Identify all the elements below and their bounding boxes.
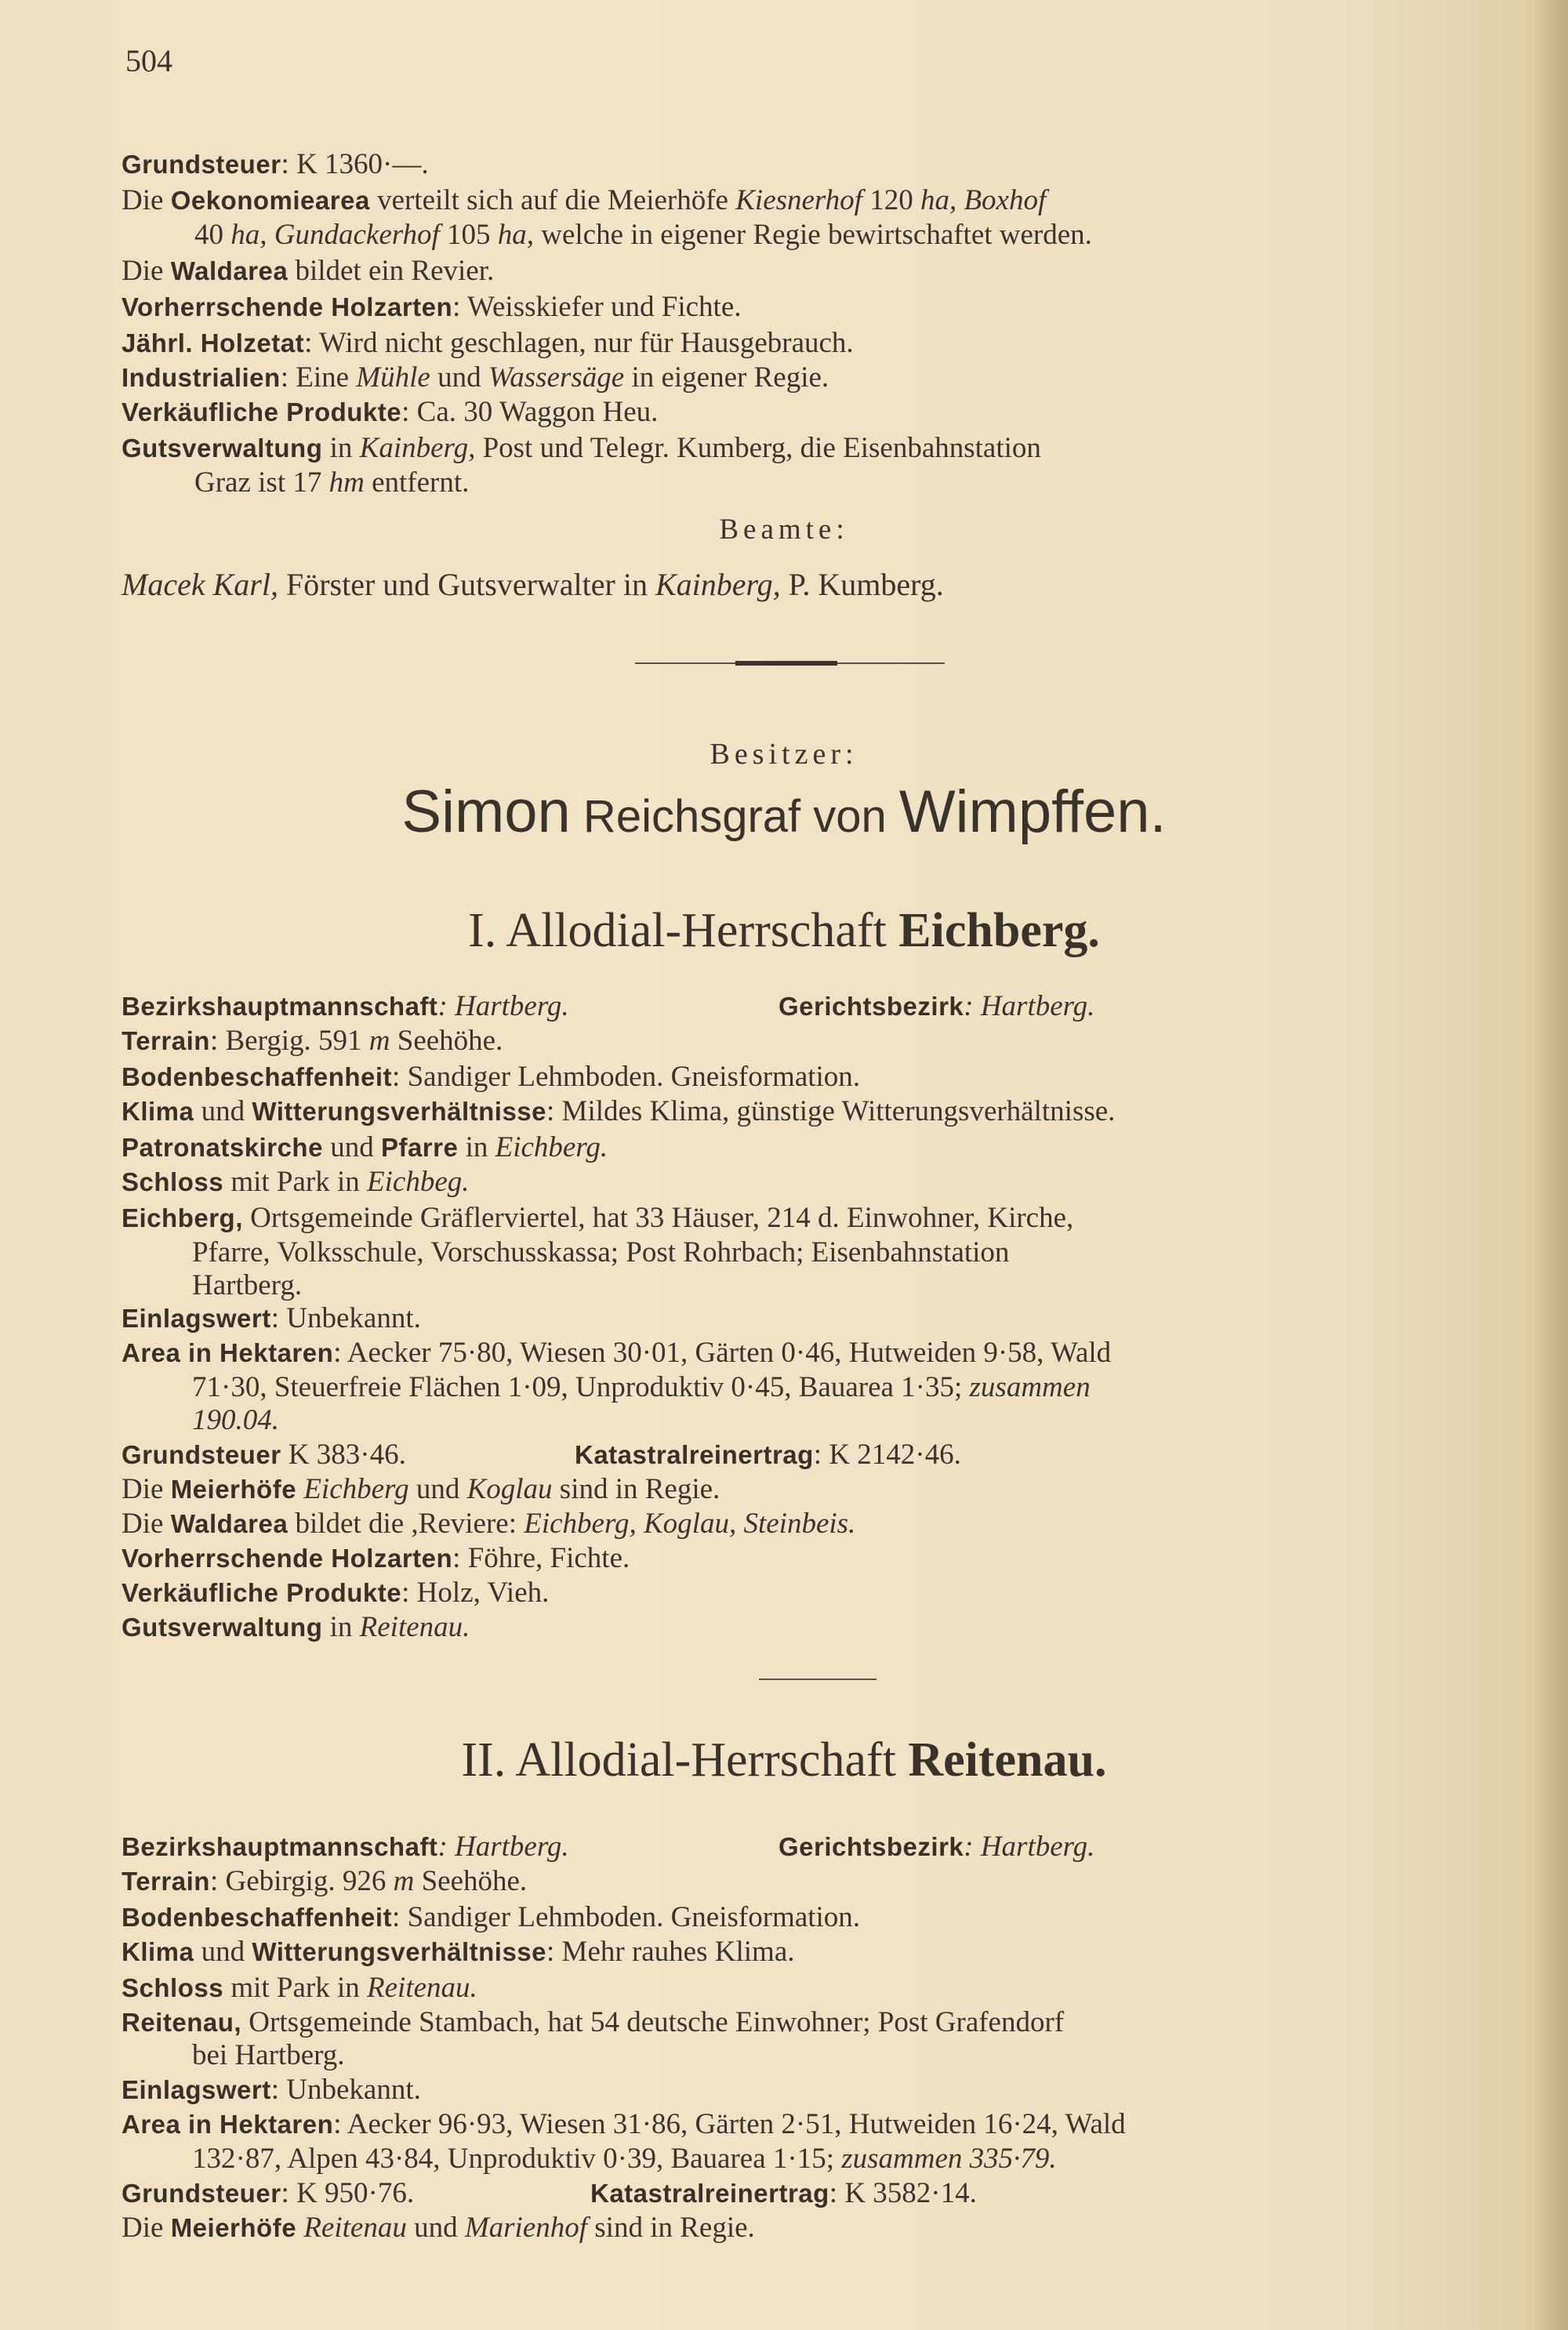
s1-meierhoefe-line: Die Meierhöfe Eichberg und Koglau sind in Regie. [122, 1473, 720, 1505]
s2-ort-cont-line: bei Hartberg. [192, 2039, 345, 2071]
grundsteuer-line: Grundsteuer: K 1360·—. [122, 148, 429, 180]
gutsverwaltung-cont-line: Graz ist 17 hm entfernt. [194, 466, 470, 499]
short-divider [759, 1679, 877, 1680]
s1-terrain-line: Terrain: Bergig. 591 m Seehöhe. [122, 1025, 503, 1057]
s1-einlags-line: Einlagswert: Unbekannt. [122, 1302, 421, 1334]
s2-ort-line: Reitenau, Ortsgemeinde Stambach, hat 54 deutsche Einwohner; Post Grafendorf [122, 2006, 1065, 2038]
page-number: 504 [125, 43, 172, 78]
s1-ort-cont2-line: Hartberg. [192, 1269, 303, 1301]
s1-produkte-line: Verkäufliche Produkte: Holz, Vieh. [122, 1577, 550, 1609]
s1-gutsverwaltung-line: Gutsverwaltung in Reitenau. [122, 1611, 470, 1643]
page-edge-shadow [1533, 0, 1568, 2330]
owner-heading: Besitzer: [710, 738, 858, 771]
s2-einlags-line: Einlagswert: Unbekannt. [122, 2074, 421, 2106]
oekonomiearea-cont-line: 40 ha, Gundackerhof 105 ha, welche in eigener Regie bewirtschaftet werden. [194, 219, 1092, 251]
gutsverwaltung-line: Gutsverwaltung in Kainberg, Post und Telegr. Kumberg, die Eisenbahnstation [122, 432, 1041, 464]
s1-klima-line: Klima und Witterungsverhältnisse: Mildes Klima, günstige Witterungsverhältnisse. [122, 1095, 1116, 1127]
s2-terrain-line: Terrain: Gebirgig. 926 m Seehöhe. [122, 1865, 528, 1897]
s1-ort-cont-line: Pfarre, Volksschule, Vorschusskassa; Post Rohrbach; Eisenbahnstation [192, 1236, 1010, 1268]
s1-boden-line: Bodenbeschaffenheit: Sandiger Lehmboden. Gneisformation. [122, 1061, 861, 1093]
s1-holzarten-line: Vorherrschende Holzarten: Föhre, Fichte. [122, 1542, 630, 1574]
holzetat-line: Jährl. Holzetat: Wird nicht geschlagen, nur für Hausgebrauch. [122, 327, 854, 359]
s1-area-total-line: 190.04. [192, 1404, 279, 1436]
s2-grundsteuer-line: Grundsteuer: K 950·76. [122, 2177, 415, 2209]
s1-area-cont-line: 71·30, Steuerfreie Flächen 1·09, Unproduktiv 0·45, Bauarea 1·35; zusammen [192, 1371, 1091, 1403]
official-line: Macek Karl, Förster und Gutsverwalter in Kainberg, P. Kumberg. [122, 567, 944, 602]
s2-klima-line: Klima und Witterungsverhältnisse: Mehr rauhes Klima. [122, 1936, 795, 1968]
s1-patronat-line: Patronatskirche und Pfarre in Eichberg. [122, 1131, 608, 1163]
produkte-line: Verkäufliche Produkte: Ca. 30 Waggon Heu. [122, 396, 659, 428]
s2-kataster: Katastralreinertrag: K 3582·14. [590, 2177, 977, 2209]
s1-gericht: Gerichtsbezirk: Hartberg. [779, 990, 1095, 1022]
s1-waldarea-line: Die Waldarea bildet die ,Reviere: Eichberg, Koglau, Steinbeis. [122, 1508, 856, 1540]
oekonomiearea-line: Die Oekonomiearea verteilt sich auf die Meierhöfe Kiesnerhof 120 ha, Boxhof [122, 184, 1047, 216]
industrialien-line: Industrialien: Eine Mühle und Wassersäge in eigener Regie. [122, 361, 829, 394]
holzarten-line: Vorherrschende Holzarten: Weisskiefer und Fichte. [122, 291, 742, 323]
s2-gericht: Gerichtsbezirk: Hartberg. [779, 1831, 1095, 1863]
section-2-title: II. Allodial-Herrschaft Reitenau. [461, 1733, 1107, 1787]
section-1-title: I. Allodial-Herrschaft Eichberg. [468, 904, 1100, 957]
s1-area-line: Area in Hektaren: Aecker 75·80, Wiesen 30·01, Gärten 0·46, Hutweiden 9·58, Wald [122, 1337, 1112, 1369]
s2-meierhoefe-line: Die Meierhöfe Reitenau und Marienhof sind in Regie. [122, 2212, 755, 2244]
s1-grundsteuer-line: Grundsteuer K 383·46. [122, 1439, 406, 1471]
s1-ort-line: Eichberg, Ortsgemeinde Gräflerviertel, hat 33 Häuser, 214 d. Einwohner, Kirche, [122, 1202, 1074, 1234]
section-divider-center [735, 661, 837, 666]
waldarea-line: Die Waldarea bildet ein Revier. [122, 255, 495, 287]
s2-bezirk-line: Bezirkshauptmannschaft: Hartberg. [122, 1831, 569, 1863]
s1-kataster: Katastralreinertrag: K 2142·46. [575, 1439, 961, 1471]
s2-schloss-line: Schloss mit Park in Reitenau. [122, 1972, 477, 2004]
s2-area-line: Area in Hektaren: Aecker 96·93, Wiesen 31·86, Gärten 2·51, Hutweiden 16·24, Wald [122, 2108, 1126, 2140]
s2-boden-line: Bodenbeschaffenheit: Sandiger Lehmboden. Gneisformation. [122, 1901, 861, 1933]
s2-area-cont-line: 132·87, Alpen 43·84, Unproduktiv 0·39, Bauarea 1·15; zusammen 335·79. [192, 2143, 1057, 2175]
owner-name: Simon Reichsgraf von Wimpffen. [401, 778, 1167, 845]
officials-heading: Beamte: [719, 514, 849, 546]
s1-schloss-line: Schloss mit Park in Eichbeg. [122, 1166, 470, 1198]
s1-bezirk-line: Bezirkshauptmannschaft: Hartberg. [122, 990, 569, 1022]
